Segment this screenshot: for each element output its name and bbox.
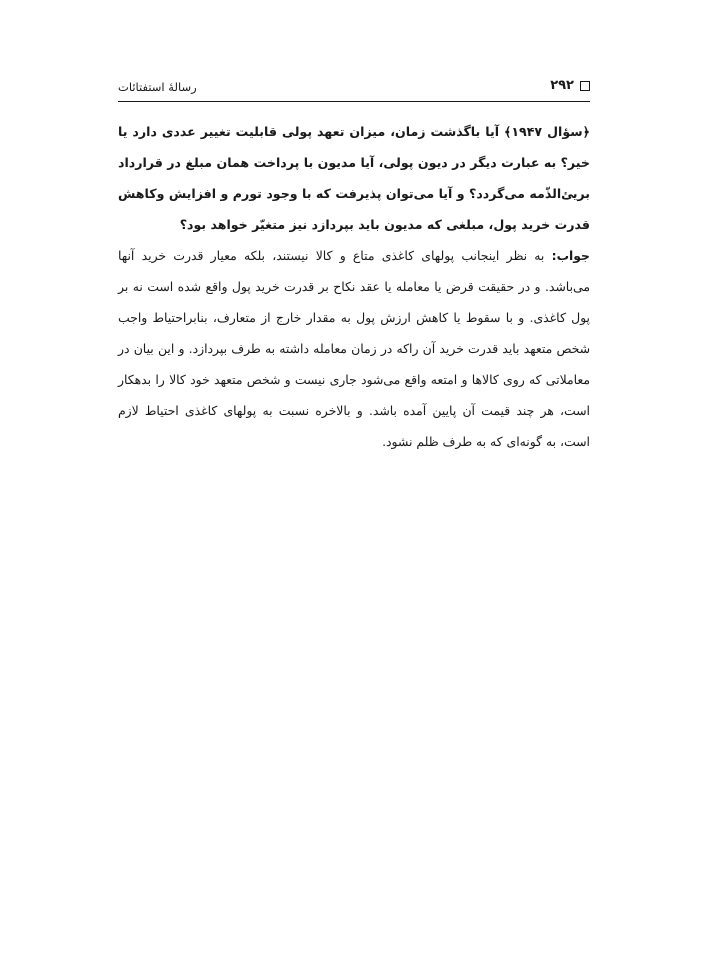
answer-text: به نظر اینجانب پولهای کاغذی متاع و کالا نیستند، بلکه معیار قدرت خرید آنها می‌باشد. و در حقیقت قرض یا معامله یا عقد نکاح بر قدرت خرید پول واقع شده است نه بر پول کاغذی. و با سقوط یا کاهش ارزش پول به مقدار خارج از متعارف، بنابراحتیاط واجب شخص متعهد باید قدرت خرید آن راکه در زمان معامله داشته به طرف بپردازد. و این بیان در معاملاتی که روی کالاها و امتعه واقع می‌شود جاری نیست و شخص متعهد خود کالا را بدهکار است، هر چند قیمت آن پایین آمده باشد. و بالاخره نسبت به پولهای کاغذی احتیاط لازم است، به گونه‌ای که به طرف ظلم نشود. (118, 248, 590, 449)
answer-paragraph (118, 240, 590, 457)
square-marker-icon (580, 81, 590, 91)
page-number-group (550, 78, 590, 93)
header-divider (118, 101, 590, 102)
page-header (118, 78, 590, 100)
main-content (118, 116, 590, 457)
page-number: ۲۹۲ (550, 78, 574, 93)
question-paragraph: ﴿سؤال ۱۹۴۷﴾ آیا باگذشت زمان، میزان تعهد پولی قابلیت تغییر عددی دارد یا خیر؟ به عبارت دیگر در دیون پولی، آیا مدیون با پرداخت همان مبلغ در قرارداد بریئ‌الذّمه می‌گردد؟ و آیا می‌توان پذیرفت که با وجود تورم و افزایش وکاهش قدرت خرید پول، مبلغی که مدیون باید بپردازد نیز متغیّر خواهد بود؟ (118, 124, 590, 232)
running-title: رسالهٔ استفتائات (118, 80, 197, 94)
answer-label: جواب: (551, 248, 590, 263)
